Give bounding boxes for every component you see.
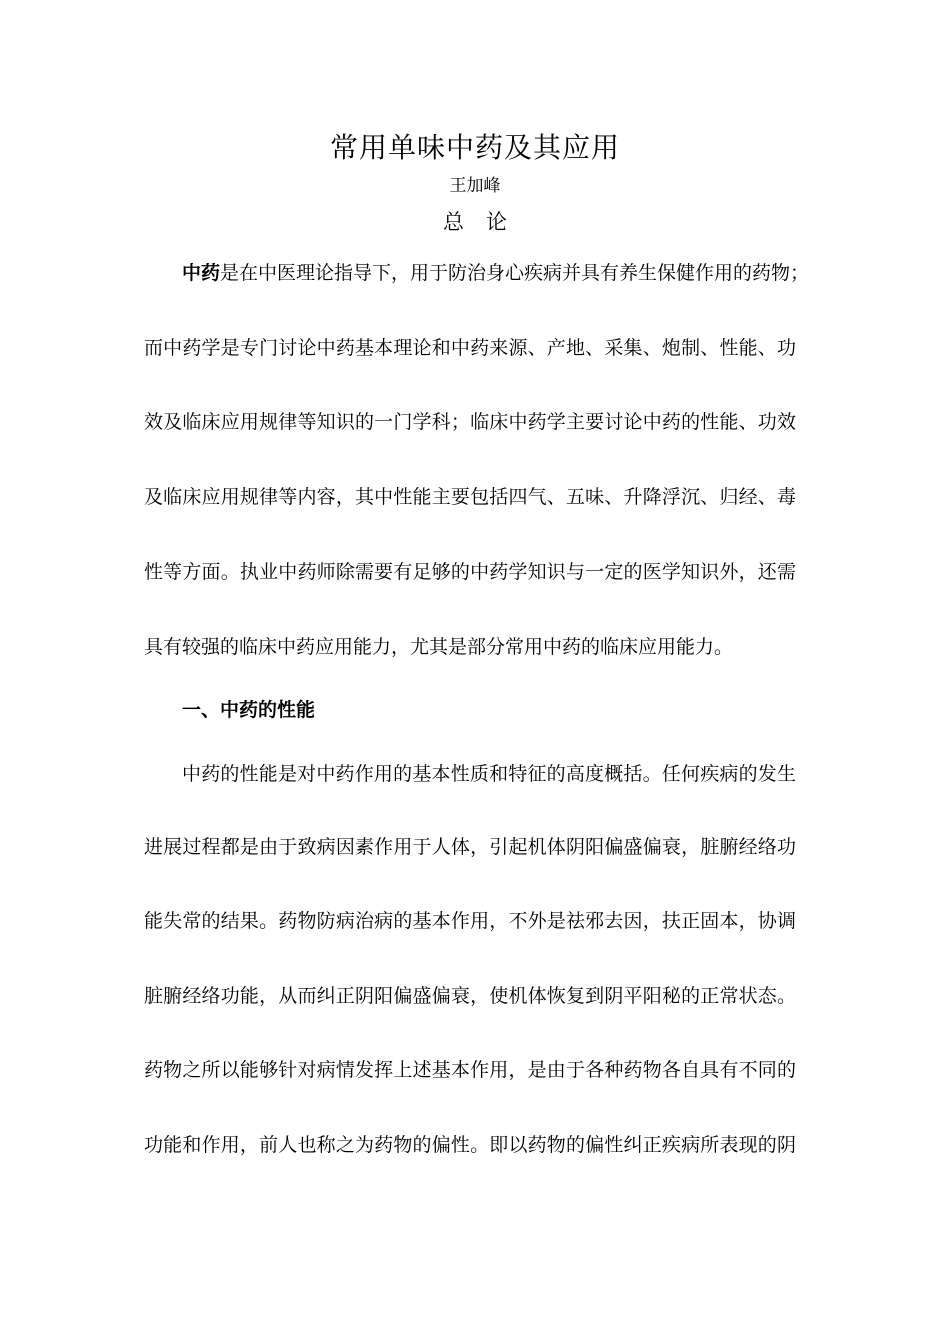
- intro-line-6: 具有较强的临床中药应用能力，尤其是部分常用中药的临床应用能力。: [144, 636, 734, 658]
- intro-line-1-text: 是在中医理论指导下，用于防治身心疾病并具有养生保健作用的药物；: [220, 262, 810, 284]
- intro-line-4: 及临床应用规律等内容，其中性能主要包括四气、五味、升降浮沉、归经、毒: [144, 486, 796, 508]
- intro-line-1: [182, 258, 810, 288]
- body-line-1: 中药的性能是对中药作用的基本性质和特征的高度概括。任何疾病的发生: [182, 763, 796, 785]
- body-line-6: 功能和作用，前人也称之为药物的偏性。即以药物的偏性纠正疾病所表现的阴: [144, 1134, 796, 1156]
- body-line-5: 药物之所以能够针对病情发挥上述基本作用，是由于各种药物各自具有不同的: [144, 1059, 796, 1081]
- document-title: 常用单味中药及其应用: [329, 131, 620, 164]
- intro-line-3: 效及临床应用规律等知识的一门学科；临床中药学主要讨论中药的性能、功效: [144, 411, 796, 433]
- subsection-heading: 一、中药的性能: [182, 699, 316, 721]
- intro-line-2: 而中药学是专门讨论中药基本理论和中药来源、产地、采集、炮制、性能、功: [144, 337, 796, 359]
- body-line-3: 能失常的结果。药物防病治病的基本作用，不外是祛邪去因，扶正固本，协调: [144, 910, 796, 932]
- intro-line-5: 性等方面。执业中药师除需要有足够的中药学知识与一定的医学知识外，还需: [144, 561, 796, 583]
- intro-bold-term: 中药: [182, 262, 221, 284]
- body-line-4: 脏腑经络功能，从而纠正阴阳偏盛偏衰，使机体恢复到阴平阳秘的正常状态。: [144, 985, 796, 1007]
- section-title: 总论: [443, 210, 529, 234]
- body-line-2: 进展过程都是由于致病因素作用于人体，引起机体阴阳偏盛偏衰，脏腑经络功: [144, 836, 796, 858]
- author-name: 王加峰: [449, 176, 501, 196]
